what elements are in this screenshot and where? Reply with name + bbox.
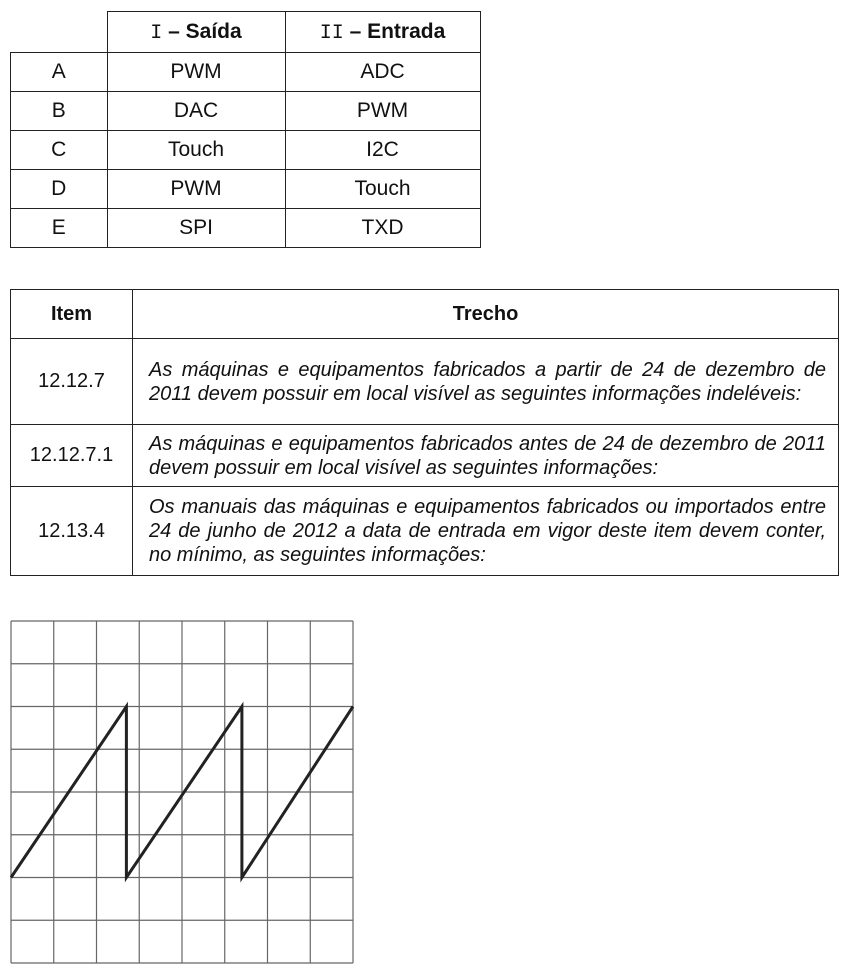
row-letter: A [11,53,108,92]
saida-cell: PWM [107,170,285,209]
table-row [11,339,839,425]
header-label: – Saída [162,19,242,43]
sawtooth-waveform-grid [10,620,354,964]
norma-table-header [11,290,839,339]
row-letter: B [11,92,108,131]
header-entrada [285,12,480,53]
entrada-cell: TXD [285,209,480,248]
header-label: – Entrada [343,19,446,43]
saida-cell: DAC [107,92,285,131]
trecho-text: As máquinas e equipamentos fabricados a partir de 24 de dezembro de 2011 devem possuir em local visível as seguintes informações indeléveis: [133,339,839,425]
blank-corner-cell [11,12,108,53]
header-item: Item [11,290,133,339]
table-row [11,131,481,170]
table-row [11,53,481,92]
saida-cell: Touch [107,131,285,170]
item-number: 12.12.7.1 [11,425,133,487]
row-letter: D [11,170,108,209]
table-row [11,425,839,487]
row-letter: C [11,131,108,170]
header-saida [107,12,285,53]
table-row [11,170,481,209]
entrada-cell: ADC [285,53,480,92]
entrada-cell: Touch [285,170,480,209]
trecho-text: As máquinas e equipamentos fabricados antes de 24 de dezembro de 2011 devem possuir em local visível as seguintes informações: [133,425,839,487]
grid-lines [11,621,353,963]
roman-numeral: I [150,21,163,45]
norma-items-table [10,289,839,576]
table-row [11,487,839,576]
table-row [11,92,481,131]
trecho-text: Os manuais das máquinas e equipamentos fabricados ou importados entre 24 de junho de 2012 a data de entrada em vigor deste item devem conter, no mínimo, as seguintes informações: [133,487,839,576]
interface-table-header [11,12,481,53]
item-number: 12.12.7 [11,339,133,425]
roman-numeral: II [319,21,344,45]
header-trecho: Trecho [133,290,839,339]
item-number: 12.13.4 [11,487,133,576]
entrada-cell: PWM [285,92,480,131]
table-row [11,209,481,248]
entrada-cell: I2C [285,131,480,170]
row-letter: E [11,209,108,248]
saida-cell: SPI [107,209,285,248]
interface-table [10,11,481,248]
saida-cell: PWM [107,53,285,92]
